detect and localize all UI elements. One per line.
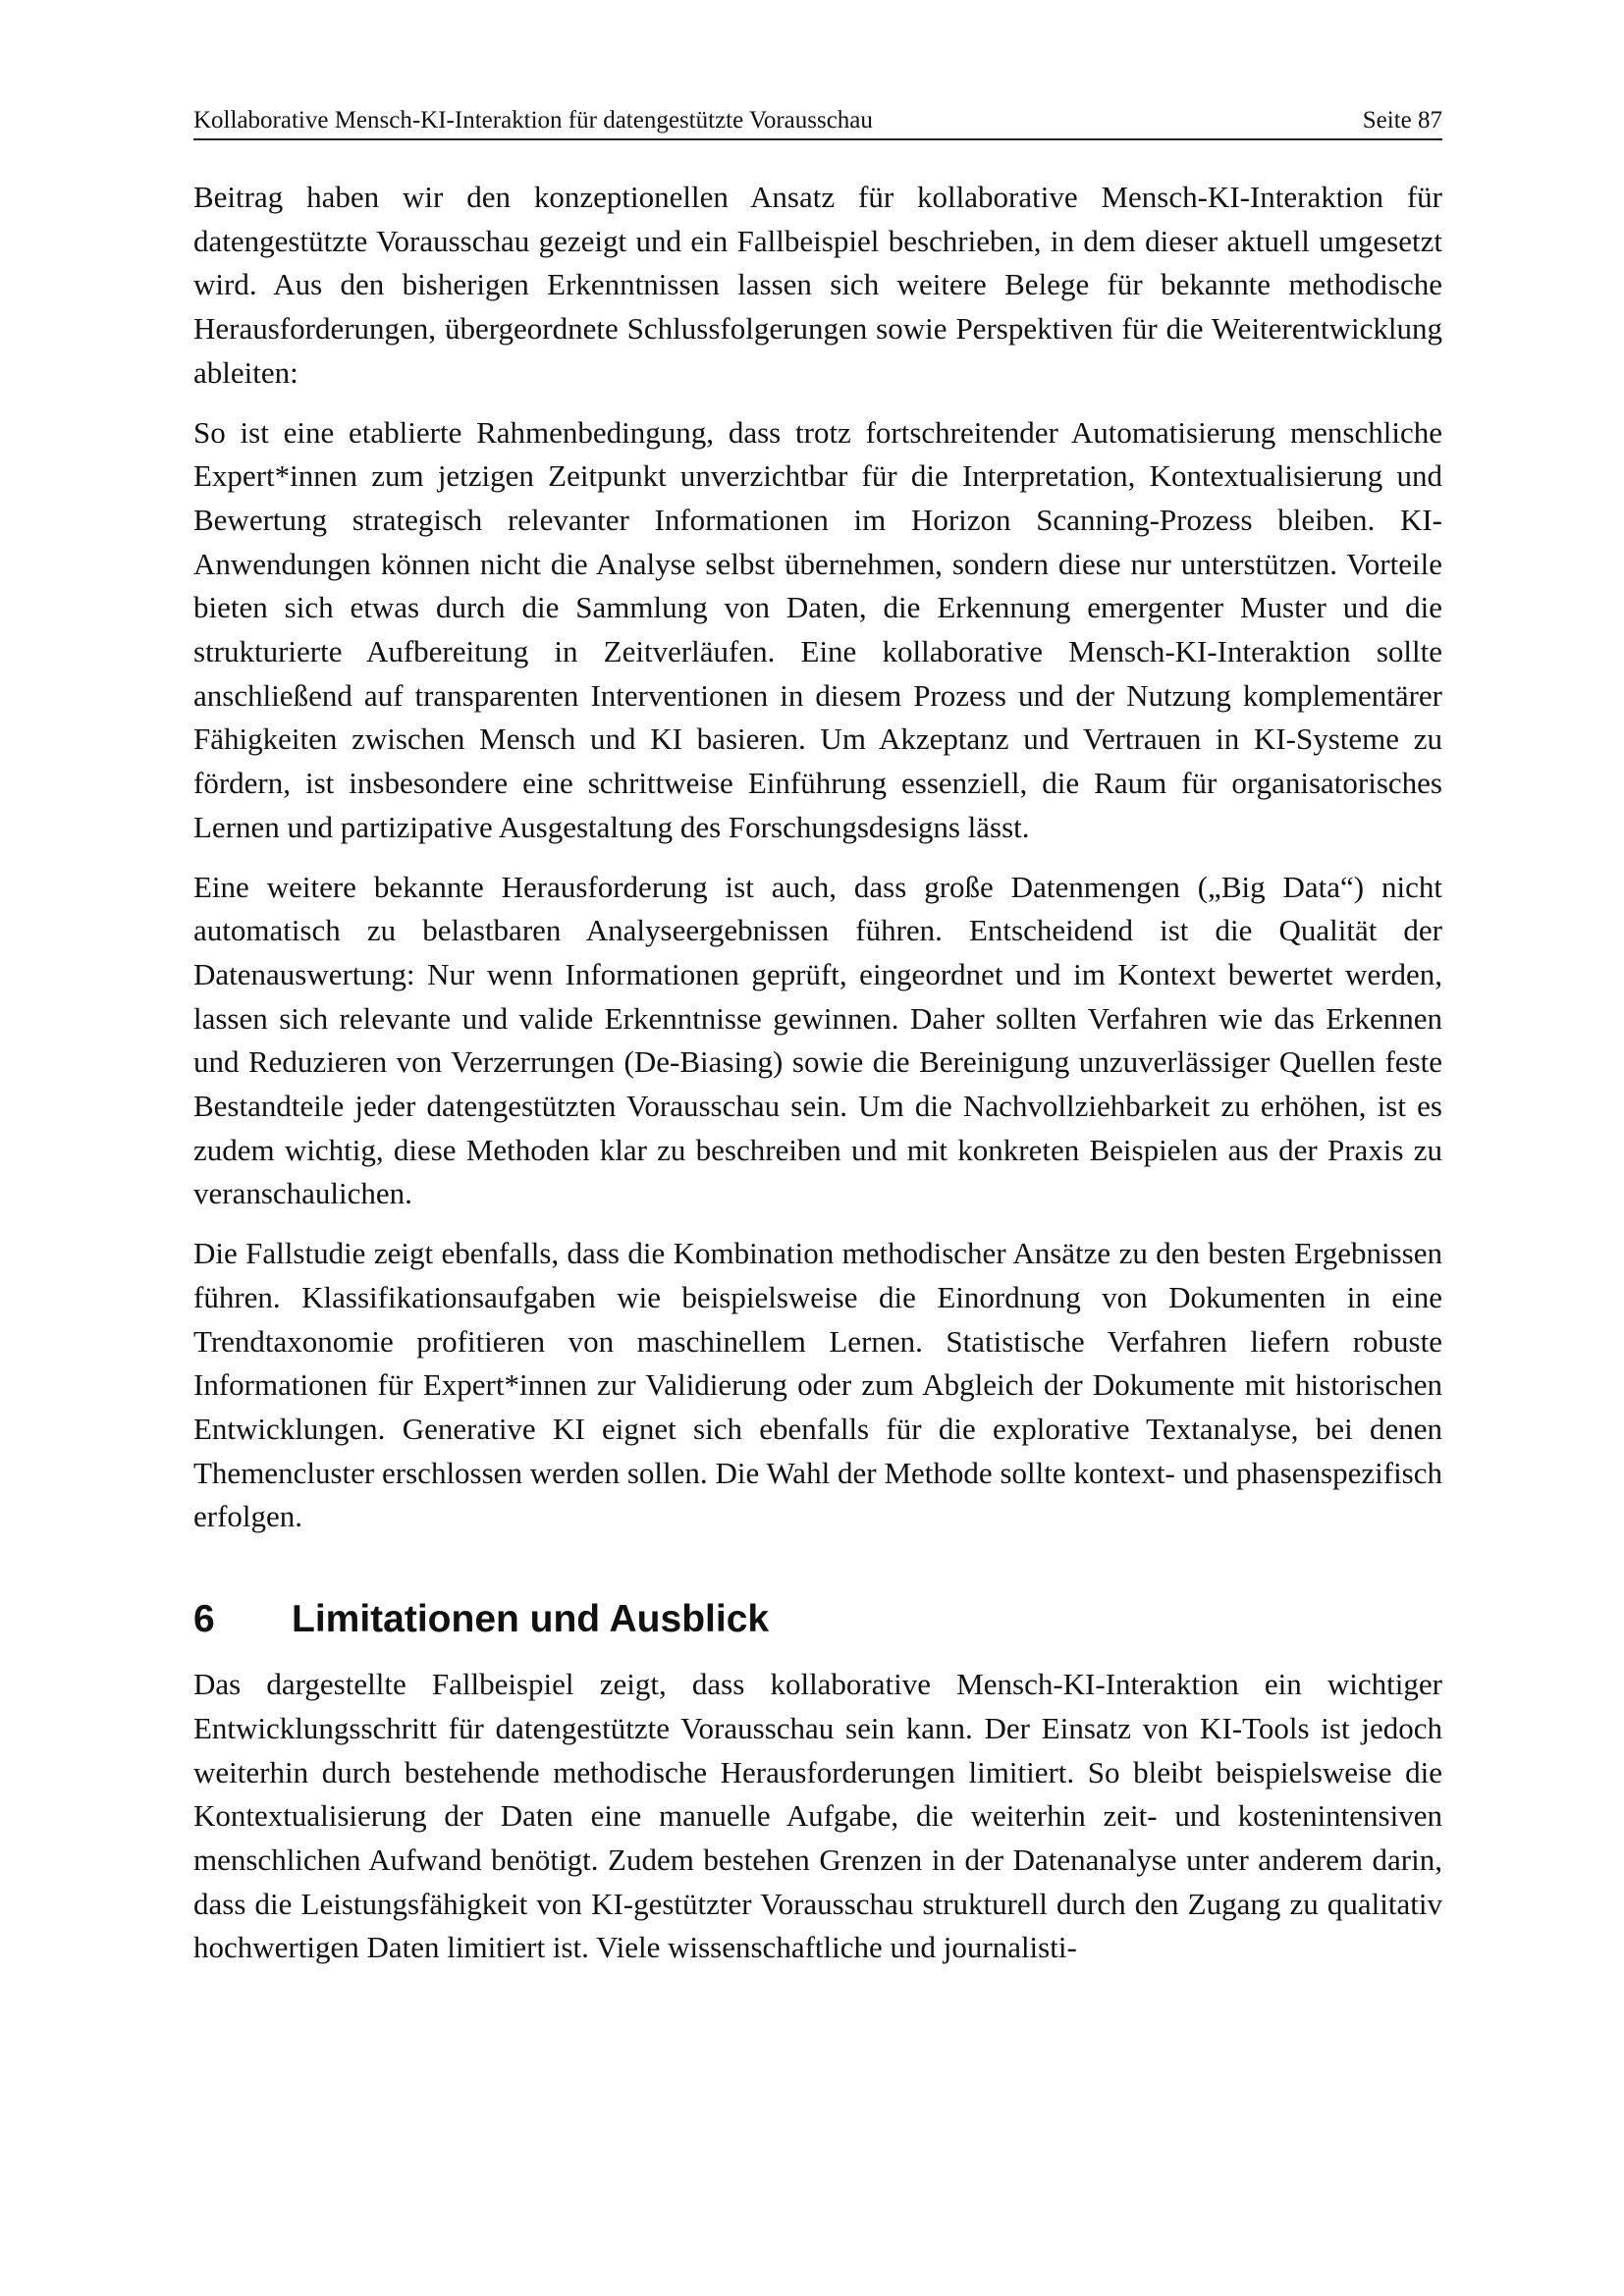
section-number: 6 bbox=[193, 1598, 215, 1641]
page bbox=[193, 106, 1442, 1986]
section-paragraph-1: Das dargestellte Fallbeispiel zeigt, dass kollaborative Mensch-KI-Interaktion ein wichtiger Entwicklungsschritt für datengestützte Vorausschau sein kann. Der Einsatz von KI-Tools ist jedoch weiterhin durch bestehende methodische Herausforderungen limitiert. So bleibt beispielsweise die Kontextualisierung der Daten eine manuelle Aufgabe, die weiterhin zeit- und kostenintensiven menschlichen Aufwand benötigt. Zudem bestehen Grenzen in der Datenanalyse unter anderem darin, dass die Leistungsfähigkeit von KI-gestützter Vorausschau strukturell durch den Zugang zu qualitativ hochwertigen Daten limitiert ist. Viele wissenschaftliche und journalisti- bbox=[193, 1667, 1442, 1965]
body-text bbox=[193, 176, 1442, 1970]
paragraph-2: So ist eine etablierte Rahmenbedingung, dass trotz fortschreitender Automatisierung menschliche Expert*innen zum jetzigen Zeitpunkt unverzichtbar für die Interpretation, Kontextualisierung und Bewertung strategisch relevanter Informationen im Horizon Scanning-Prozess bleiben. KI-Anwendungen können nicht die Analyse selbst übernehmen, sondern diese nur unterstützen. Vorteile bieten sich etwas durch die Sammlung von Daten, die Erkennung emergenter Muster und die strukturierte Aufbereitung in Zeitverläufen. Eine kollaborative Mensch-KI-Interaktion sollte anschließend auf transparenten Interventionen in diesem Prozess und der Nutzung komplementärer Fähigkeiten zwischen Mensch und KI basieren. Um Akzeptanz und Vertrauen in KI-Systeme zu fördern, ist insbesondere eine schrittweise Einführung essenziell, die Raum für organisatorisches Lernen und partizipative Ausgestaltung des Forschungsdesigns lässt. bbox=[193, 414, 1442, 844]
section-heading bbox=[193, 1596, 1442, 1643]
page-number: Seite 87 bbox=[1362, 107, 1442, 133]
paragraph-1: Beitrag haben wir den konzeptionellen Ansatz für kollaborative Mensch-KI-Interaktion für datengestützte Vorausschau gezeigt und ein Fallbeispiel beschrieben, in dem dieser aktuell umgesetzt wird. Aus den bisherigen Erkenntnissen lassen sich weitere Belege für bekannte methodische Herausforderungen, übergeordnete Schlussfolgerungen sowie Perspektiven für die Weiterentwicklung ableiten: bbox=[193, 180, 1442, 390]
paragraph-4: Die Fallstudie zeigt ebenfalls, dass die Kombination methodischer Ansätze zu den besten Ergebnissen führen. Klassifikationsaufgaben wie beispielsweise die Einordnung von Dokumenten in eine Trendtaxonomie profitieren von maschinellem Lernen. Statistische Verfahren liefern robuste Informationen für Expert*innen zur Validierung oder zum Abgleich der Dokumente mit historischen Entwicklungen. Generative KI eignet sich ebenfalls für die explorative Textanalyse, bei denen Themencluster erschlossen werden sollen. Die Wahl der Methode sollte kontext- und phasenspezifisch erfolgen. bbox=[193, 1236, 1442, 1534]
section-title: Limitationen und Ausblick bbox=[292, 1598, 770, 1641]
running-title: Kollaborative Mensch-KI-Interaktion für datengestützte Vorausschau bbox=[193, 107, 873, 133]
paragraph-3: Eine weitere bekannte Herausforderung ist auch, dass große Datenmengen („Big Data“) nicht automatisch zu belastbaren Analyseergebnissen führen. Entscheidend ist die Qualität der Datenauswertung: Nur wenn Informationen geprüft, eingeordnet und im Kontext bewertet werden, lassen sich relevante und valide Erkenntnisse gewinnen. Daher sollten Verfahren wie das Erkennen und Reduzieren von Verzerrungen (De-Biasing) sowie die Bereinigung unzuverlässiger Quellen feste Bestandteile jeder datengestützten Vorausschau sein. Um die Nachvollziehbarkeit zu erhöhen, ist es zudem wichtig, diese Methoden klar zu beschreiben und mit konkreten Beispielen aus der Praxis zu veranschaulichen. bbox=[193, 869, 1442, 1211]
running-header bbox=[193, 106, 1442, 140]
